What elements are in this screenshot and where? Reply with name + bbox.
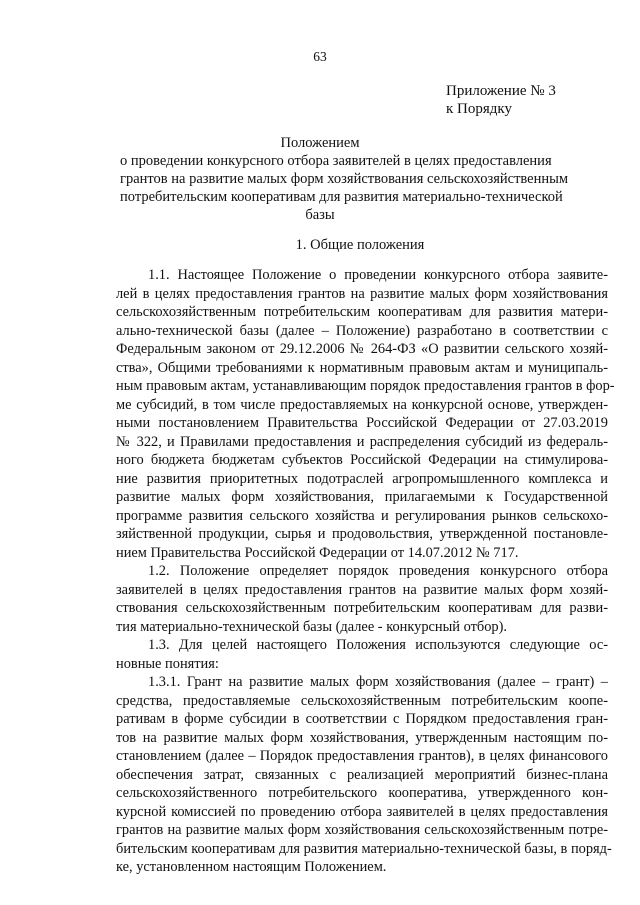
paragraph-line: ным правовым актам, устанавливающим порядок предоставления грантов в фор-: [116, 378, 615, 394]
paragraph-line: нием Правительства Российской Федерации от 14.07.2012 № 717.: [116, 544, 519, 561]
title-line: о проведении конкурсного отбора заявителей в целях предоставления: [120, 153, 552, 169]
paragraph-line: тов на развитие малых форм хозяйствования, утвержденным настоящим по-: [116, 729, 608, 746]
title-line: потребительским кооперативам для развития материально-технической: [120, 189, 563, 205]
paragraph-line: Федеральным законом от 29.12.2006 № 264-ФЗ «О развитии сельского хозяй-: [116, 341, 608, 357]
paragraph-line: сельскохозяйственного потребительского кооператива, утвержденного кон-: [116, 785, 608, 801]
paragraph-line: № 322, и Правилами предоставления и распределения субсидий из федераль-: [116, 433, 608, 450]
document-title: [120, 134, 569, 224]
paragraph-line: новные понятия:: [116, 655, 219, 672]
paragraph-line: бительским кооперативам для развития материально-технической базы, в поряд-: [116, 840, 612, 857]
paragraph-line: средства, предоставляемые сельскохозяйственным потребительским коопе-: [116, 692, 608, 709]
paragraph-line: ствования сельскохозяйственным потребительским кооперативам для разви-: [116, 600, 608, 616]
paragraph-line: программе развития сельского хозяйства и регулирования рынков сельскохо-: [116, 507, 608, 524]
title-line: Положением: [280, 135, 360, 151]
paragraph-line: 1.1. Настоящее Положение о проведении конкурсного отбора заявите-: [148, 267, 608, 283]
paragraph-line: становлением (далее – Порядок предоставления грантов), в целях финансового: [116, 748, 608, 764]
paragraph-line: ке, установленном настоящим Положением.: [116, 859, 387, 875]
appendix-line-1: Приложение № 3: [446, 83, 556, 99]
paragraph-line: развитие малых форм хозяйствования, прилагаемыми к Государственной: [116, 489, 608, 505]
paragraph-line: зяйственной продукции, сырья и продовольствия, утвержденной постановле-: [116, 526, 608, 542]
title-line: грантов на развитие малых форм хозяйствования сельскохозяйственным: [120, 171, 569, 187]
paragraph-line: 1.2. Положение определяет порядок проведения конкурсного отбора: [148, 563, 608, 579]
paragraph-line: ными постановлением Правительства Российской Федерации от 27.03.2019: [116, 415, 608, 431]
paragraph-1-2: [116, 562, 608, 636]
paragraph-line: ративам в форме субсидии в соответствии с Порядком предоставления гран-: [116, 711, 608, 727]
section-heading: 1. Общие положения: [295, 237, 425, 253]
page-number: 63: [313, 49, 327, 64]
paragraph-line: ства», Общими требованиями к нормативным правовым актам и муниципаль-: [116, 359, 608, 376]
appendix-line-2: к Порядку: [446, 101, 512, 117]
paragraph-1-1: [116, 266, 615, 562]
paragraph-line: 1.3. Для целей настоящего Положения используются следующие ос-: [148, 637, 608, 653]
paragraph-line: 1.3.1. Грант на развитие малых форм хозяйствования (далее – грант) –: [148, 674, 608, 690]
paragraph-line: ме субсидий, в том числе предоставляемых на конкурсной основе, утвержден-: [116, 396, 608, 413]
paragraph-line: обеспечения затрат, связанных с реализацией мероприятий бизнес-плана: [116, 766, 608, 783]
title-line: базы: [305, 207, 335, 223]
paragraph-line: курсной комиссией по проведению отбора заявителей в целях предоставления: [116, 803, 608, 820]
paragraph-line: ние развития приоритетных подотраслей агропромышленного комплекса и: [116, 470, 608, 487]
appendix-note: [446, 82, 556, 118]
paragraph-line: сельскохозяйственным потребительским кооперативам для развития матери-: [116, 304, 608, 320]
document-body: [116, 266, 615, 877]
paragraph-line: грантов на развитие малых форм хозяйствования сельскохозяйственным потре-: [116, 822, 608, 838]
paragraph-line: лей в целях предоставления грантов на развитие малых форм хозяйствования: [116, 285, 608, 302]
paragraph-1-3: [116, 636, 608, 673]
paragraph-line: ально-технической базы (далее – Положение) разработано в соответствии с: [116, 322, 608, 339]
paragraph-line: тия материально-технической базы (далее - конкурсный отбор).: [116, 618, 507, 635]
paragraph-line: ного бюджета бюджетам субъектов Российской Федерации на стимулирова-: [116, 452, 608, 468]
paragraph-1-3-1: [116, 673, 612, 877]
paragraph-line: заявителей в целях предоставления грантов на развитие малых форм хозяй-: [116, 581, 608, 598]
